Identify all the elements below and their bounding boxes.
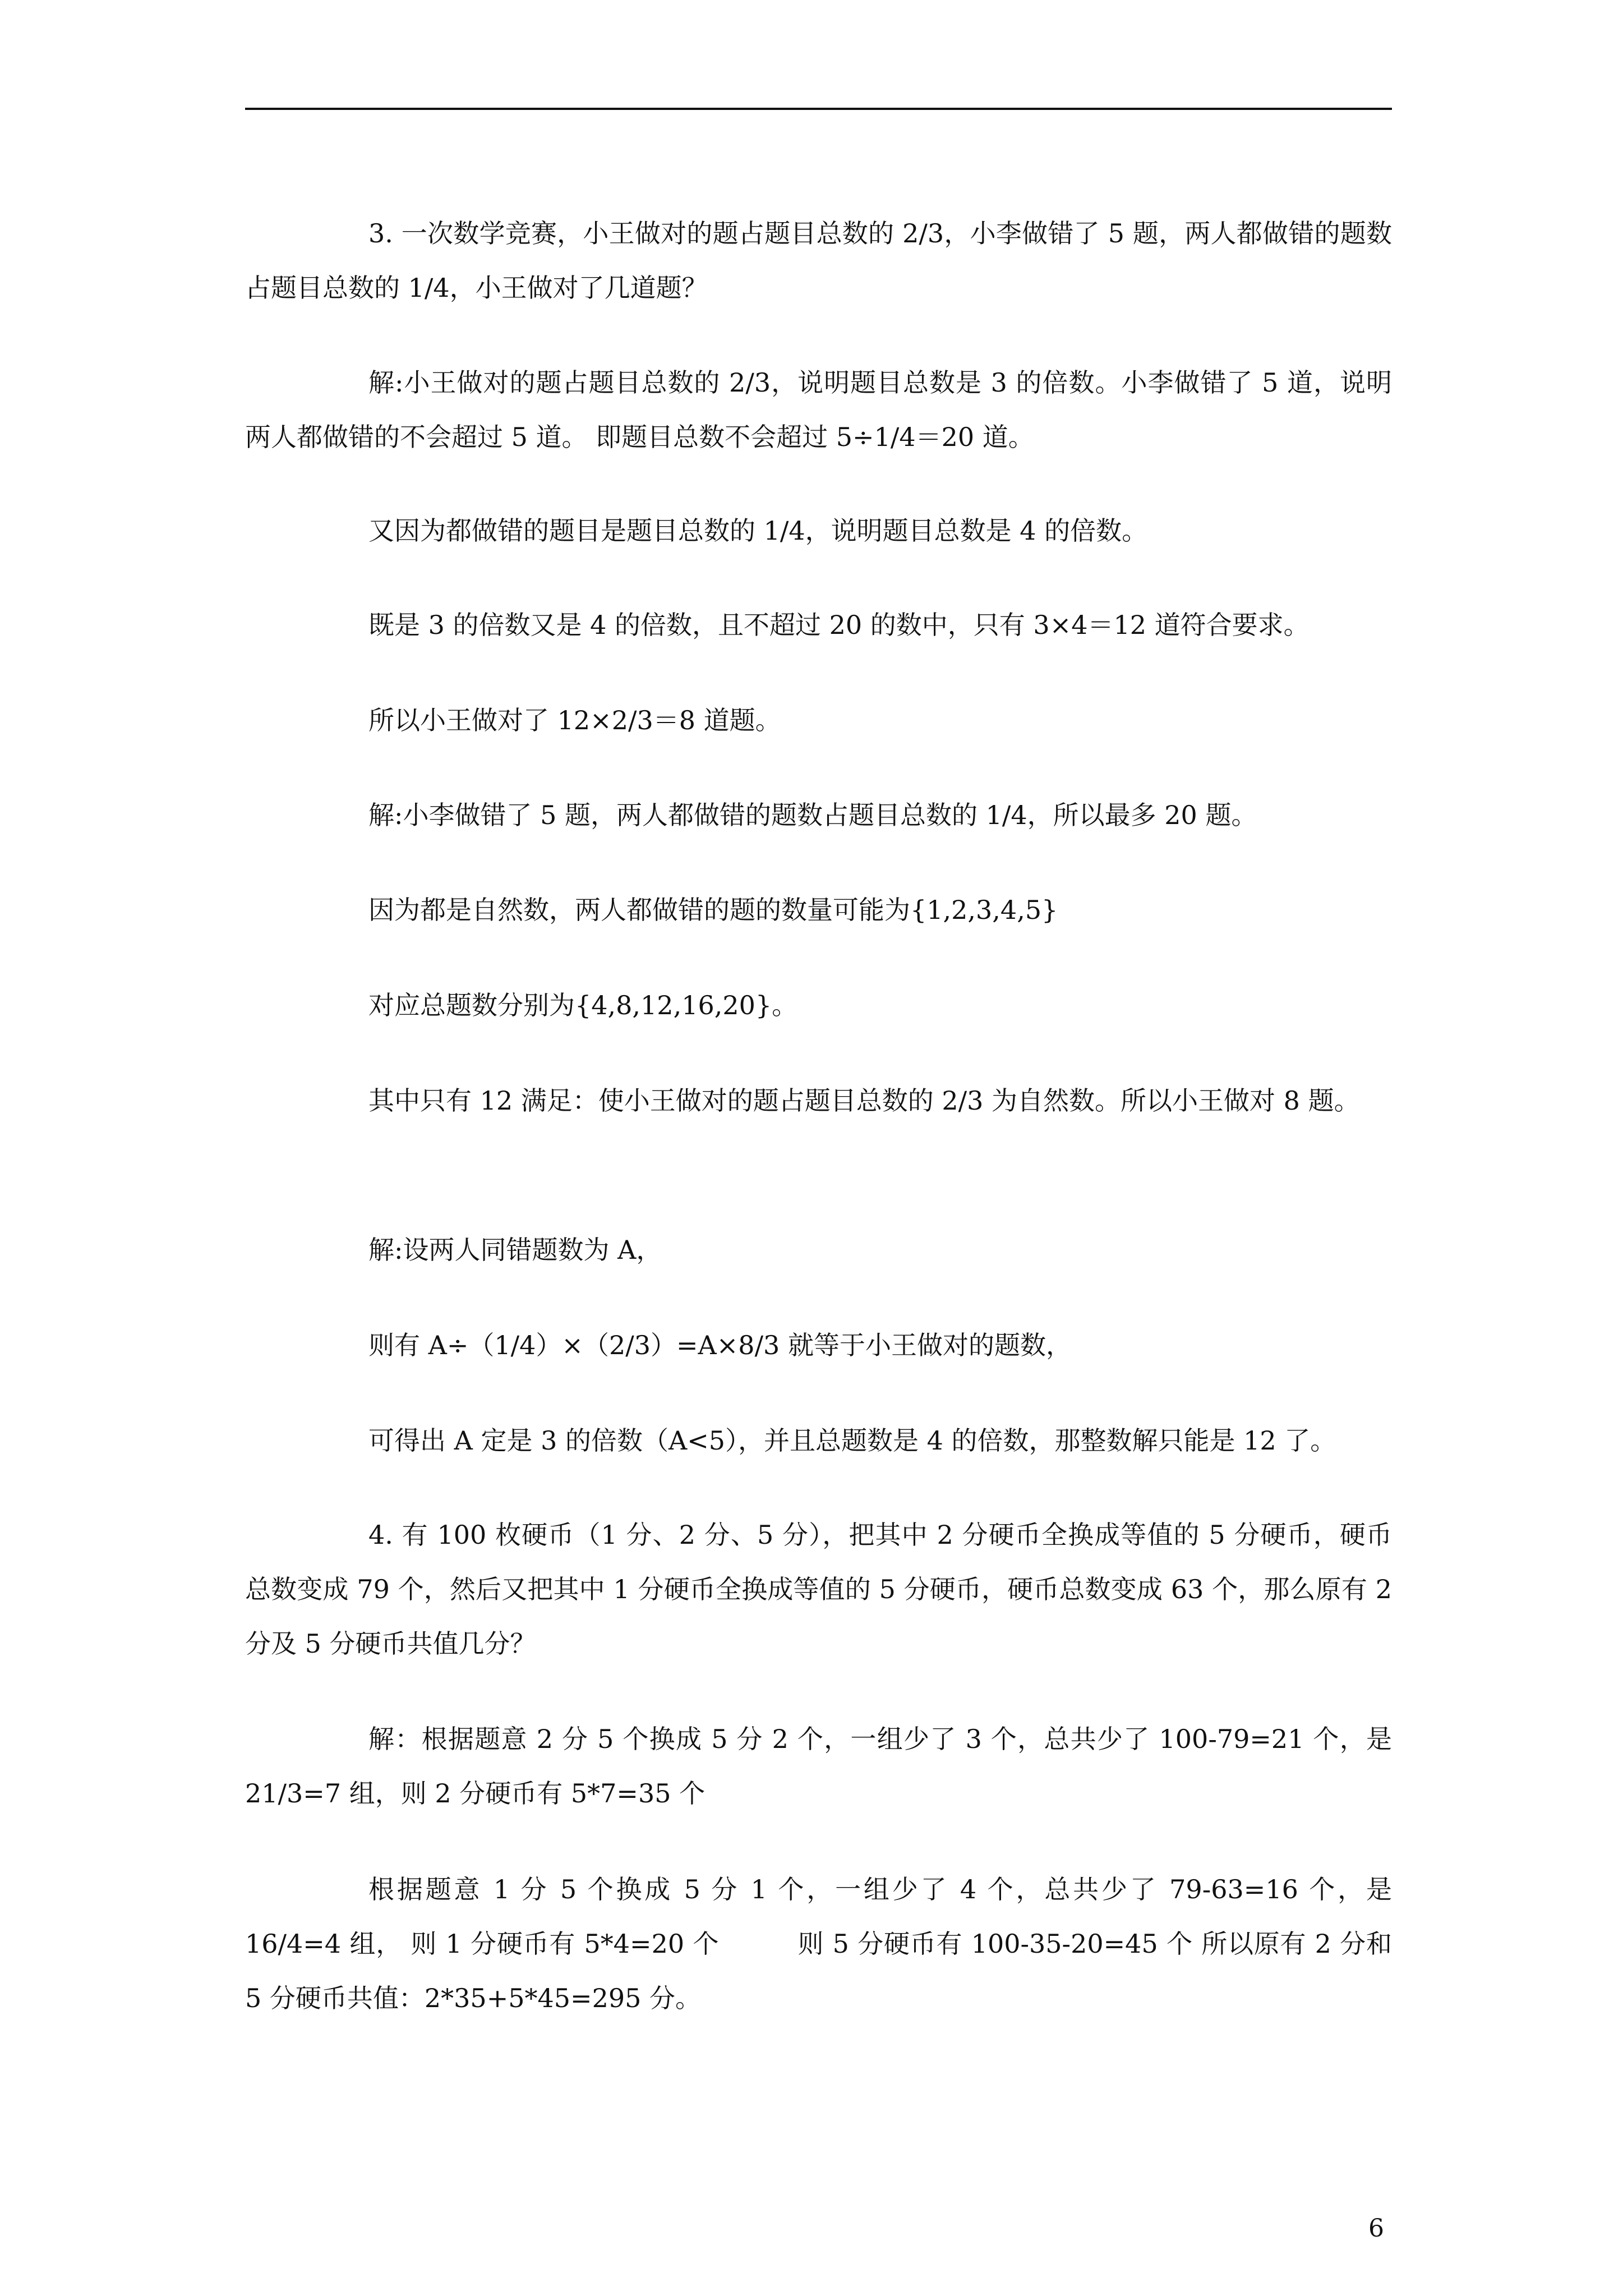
- paragraph-solution-2-conclusion: 其中只有 12 满足：使小王做对的题占题目总数的 2/3 为自然数。所以小王做对 8 题。: [368, 1085, 1360, 1116]
- paragraph-solution-1-step-3: 既是 3 的倍数又是 4 的倍数，且不超过 20 的数中，只有 3×4＝12 道符合要求。: [368, 610, 1310, 640]
- paragraph-solution-2-step-2: 因为都是自然数，两人都做错的题的数量可能为{1,2,3,4,5}: [368, 895, 1058, 925]
- header-rule: [245, 108, 1392, 110]
- paragraph-solution-4: 解：根据题意 2 分 5 个换成 5 分 2 个，一组少了 3 个，总共少了 100-79=21 个，是 21/3=7 组，则 2 分硬币有 5*7=35 个: [245, 1724, 1392, 1809]
- paragraph-solution-4-step-2: 根据题意 1 分 5 个换成 5 分 1 个，一组少了 4 个，总共少了 79-63=16 个，是 16/4=4 组， 则 1 分硬币有 5*4=20 个 则 5 分硬币有 100-35-20=45 个 所以原有 2 分和 5 分硬币共值：2*35+5*45=295 分。: [245, 1874, 1392, 2013]
- page-number: 6: [1368, 2214, 1384, 2243]
- paragraph-solution-1-step-2: 又因为都做错的题目是题目总数的 1/4，说明题目总数是 4 的倍数。: [368, 516, 1148, 546]
- paragraph-solution-3: 解:设两人同错题数为 A，: [368, 1235, 662, 1265]
- paragraph-solution-1-conclusion: 所以小王做对了 12×2/3＝8 道题。: [368, 705, 781, 735]
- paragraph-solution-1: 解:小王做对的题占题目总数的 2/3，说明题目总数是 3 的倍数。小李做错了 5 道，说明两人都做错的不会超过 5 道。 即题目总数不会超过 5÷1/4＝20 道。: [245, 367, 1392, 452]
- paragraph-solution-3-step-2: 则有 A÷（1/4）×（2/3）=A×8/3 就等于小王做对的题数，: [368, 1330, 1072, 1360]
- paragraph-problem-4: 4. 有 100 枚硬币（1 分、2 分、5 分），把其中 2 分硬币全换成等值的 5 分硬币，硬币总数变成 79 个，然后又把其中 1 分硬币全换成等值的 5 分硬币，硬币总数变成 63 个，那么原有 2 分及 5 分硬币共值几分？: [245, 1520, 1392, 1659]
- paragraph-solution-2: 解:小李做错了 5 题，两人都做错的题数占题目总数的 1/4，所以最多 20 题。: [368, 800, 1257, 830]
- paragraph-solution-2-step-3: 对应总题数分别为{4,8,12,16,20}。: [368, 990, 798, 1020]
- paragraph-problem-3: 3. 一次数学竞赛，小王做对的题占题目总数的 2/3，小李做错了 5 题，两人都做错的题数占题目总数的 1/4，小王做对了几道题？: [245, 218, 1392, 303]
- paragraph-solution-3-conclusion: 可得出 A 定是 3 的倍数（A<5），并且总题数是 4 的倍数，那整数解只能是 12 了。: [368, 1425, 1336, 1456]
